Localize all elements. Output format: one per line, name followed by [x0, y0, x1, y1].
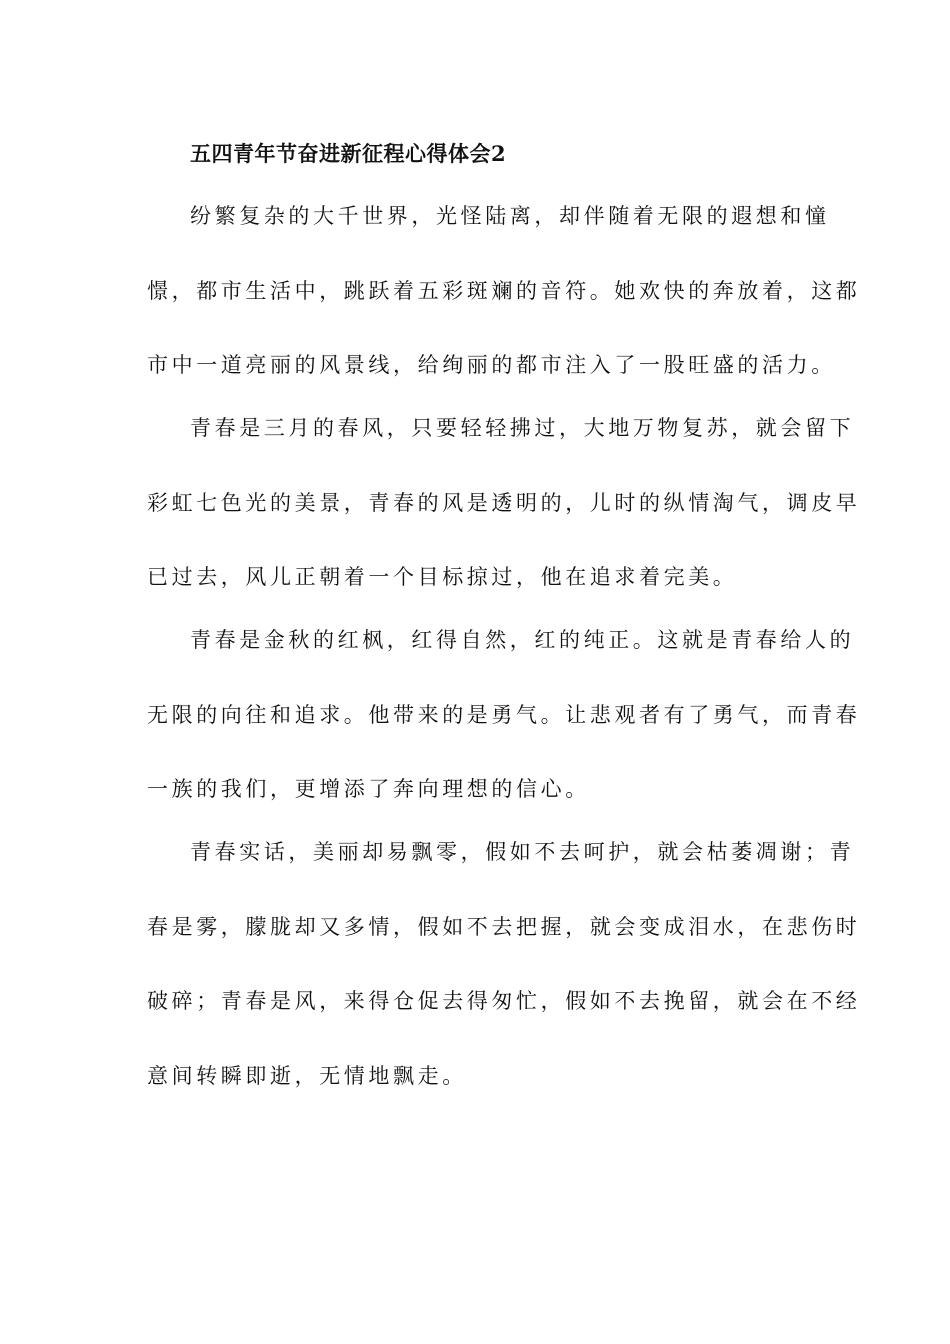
paragraph-line: 意间转瞬即逝，无情地飘走。 [147, 1064, 467, 1088]
paragraph-line: 一族的我们，更增添了奔向理想的信心。 [147, 777, 590, 801]
paragraph-line: 无限的向往和追求。他带来的是勇气。让悲观者有了勇气，而青春 [147, 703, 861, 727]
paragraph-line: 憬，都市生活中，跳跃着五彩斑斓的音符。她欢快的奔放着，这都 [147, 279, 861, 303]
paragraph-line: 彩虹七色光的美景，青春的风是透明的，儿时的纵情淘气，调皮早 [147, 491, 861, 515]
paragraph-line: 青春是三月的春风，只要轻轻拂过，大地万物复苏，就会留下 [190, 416, 855, 440]
document-title: 五四青年节奋进新征程心得体会2 [190, 141, 507, 166]
paragraph-line: 青春是金秋的红枫，红得自然，红的纯正。这就是青春给人的 [190, 628, 855, 652]
paragraph-line: 已过去，风儿正朝着一个目标掠过，他在追求着完美。 [147, 565, 738, 589]
paragraph-line: 破碎；青春是风，来得仓促去得匆忙，假如不去挽留，就会在不经 [147, 989, 861, 1013]
paragraph-line: 市中一道亮丽的风景线，给绚丽的都市注入了一股旺盛的活力。 [147, 353, 836, 377]
paragraph-line: 纷繁复杂的大千世界，光怪陆离，却伴随着无限的遐想和憧 [190, 204, 830, 228]
paragraph-line: 青春实话，美丽却易飘零，假如不去呵护，就会枯萎凋谢；青 [190, 840, 855, 864]
paragraph-line: 春是雾，朦胧却又多情，假如不去把握，就会变成泪水，在悲伤时 [147, 915, 861, 939]
